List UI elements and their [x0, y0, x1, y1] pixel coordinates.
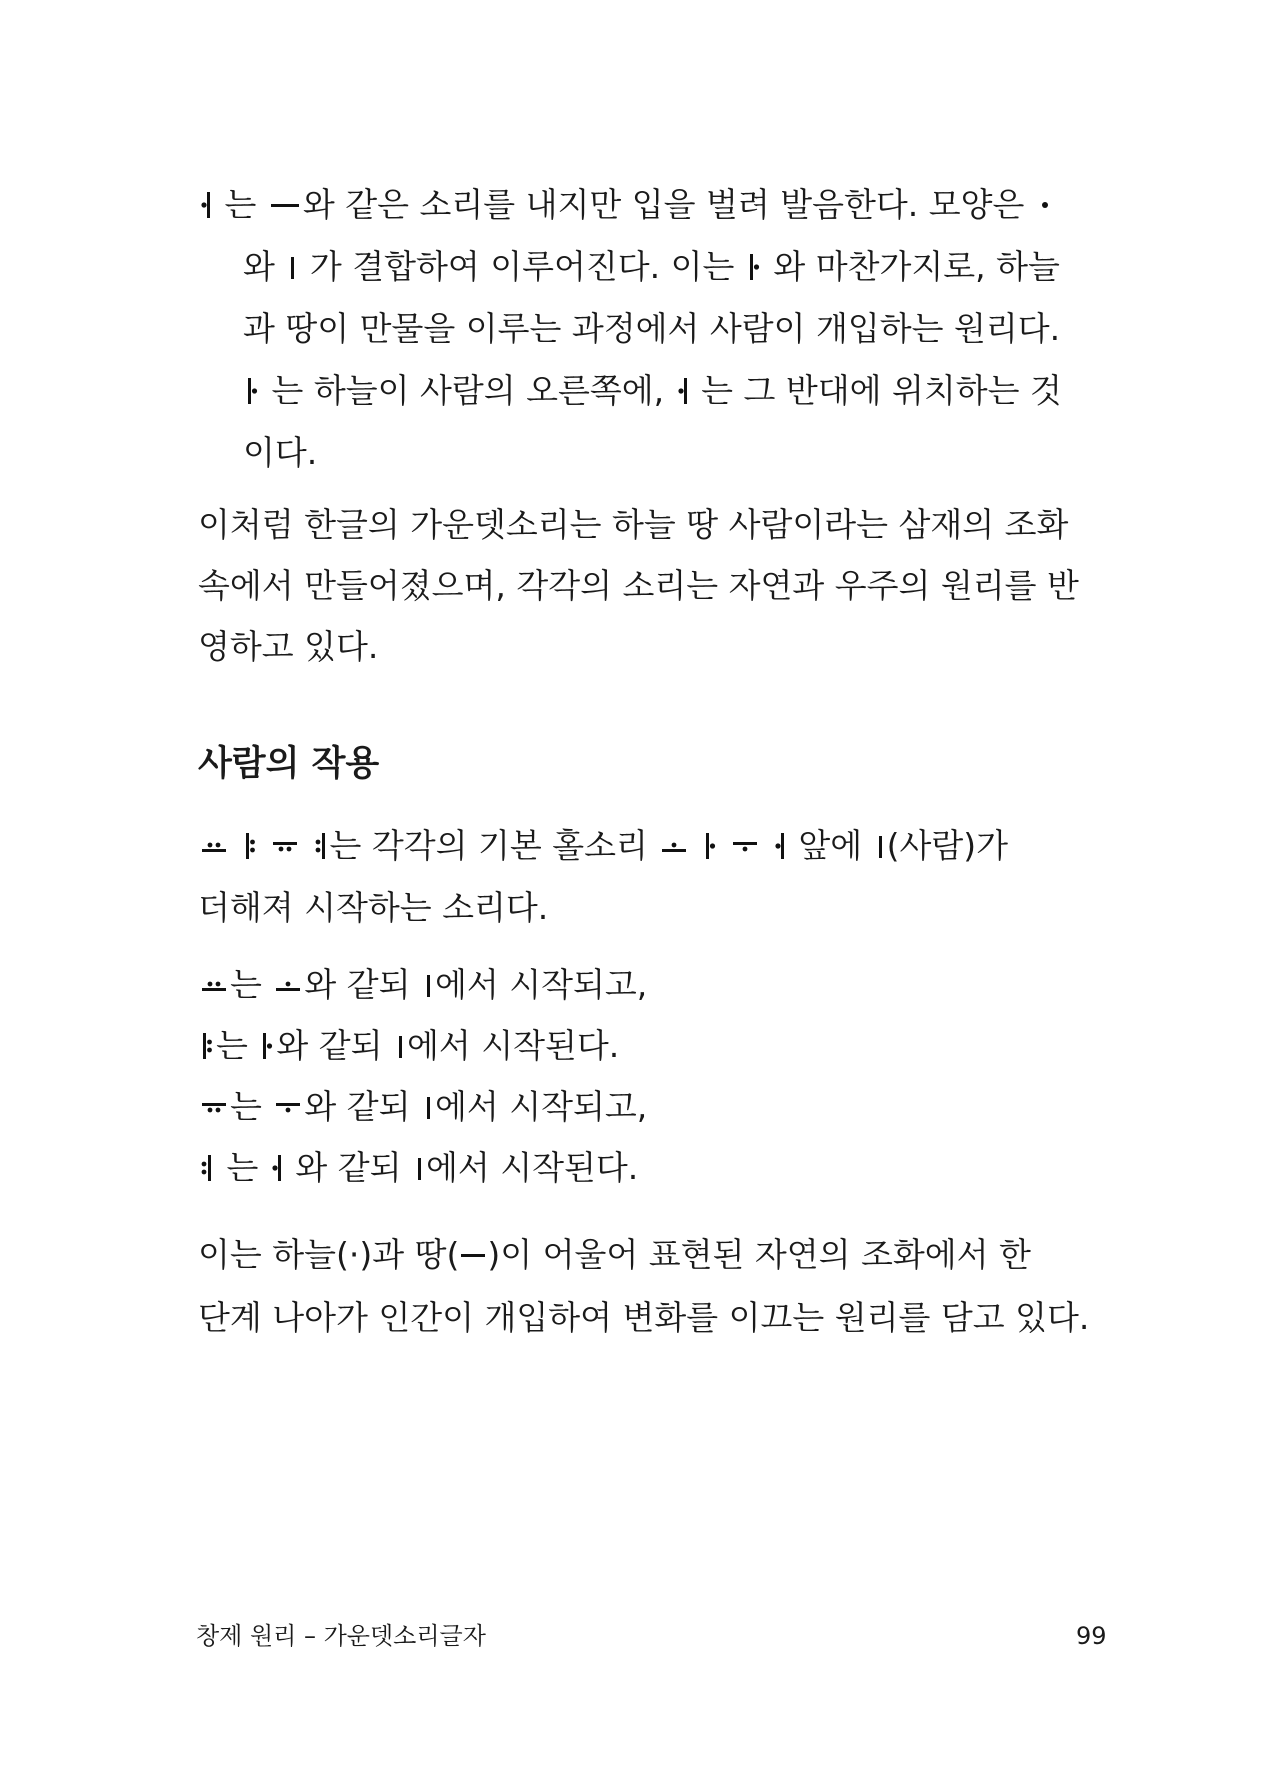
jamo-a-dot-icon [748, 252, 760, 282]
jamo-i-icon [424, 970, 432, 1000]
heaven-dot: · [348, 1235, 360, 1274]
paragraph-1-line-2: 와 가 결합하여 이루어진다. 이는 와 마찬가지로, 하늘 [243, 247, 1060, 286]
jamo-ya-dot-icon [244, 831, 256, 861]
jamo-eo-dot-icon [678, 376, 688, 406]
jamo-i-icon [876, 831, 884, 861]
rule-line-ya: 는 와 같되 에서 시작된다. [198, 1026, 619, 1066]
jamo-arae-a-icon [1038, 190, 1052, 220]
jamo-ya-dot-icon [201, 1031, 213, 1061]
rule-line-yo: 는 와 같되 에서 시작되고, [198, 965, 647, 1005]
paragraph-2-line-1: 이처럼 한글의 가운뎃소리는 하늘 땅 사람이라는 삼재의 조화 [198, 505, 1069, 544]
jamo-eo-dot-icon [272, 1153, 282, 1183]
jamo-i-icon [415, 1153, 423, 1183]
paragraph-2-line-3: 영하고 있다. [198, 627, 379, 666]
jamo-u-dot-icon [732, 831, 758, 861]
jamo-eo-dot-icon [201, 190, 211, 220]
paragraph-1-line-4: 는 하늘이 사람의 오른쪽에, 는 그 반대에 위치하는 것 [243, 371, 1062, 411]
paragraph-1-line-3: 과 땅이 만물을 이루는 과정에서 사람이 개입하는 원리다. [243, 309, 1061, 348]
paragraph-3-line-1: 는 각각의 기본 홀소리 앞에 (사람)가 [198, 826, 1008, 866]
jamo-u-dot-icon [275, 1092, 301, 1122]
paragraph-1-line-1: 는 와 같은 소리를 내지만 입을 벌려 발음한다. 모양은 [198, 185, 1055, 225]
jamo-yo-dot-icon [201, 831, 227, 861]
jamo-eu-icon [270, 190, 300, 220]
jamo-eo-dot-icon [775, 831, 785, 861]
jamo-a-dot-icon [261, 1031, 273, 1061]
rule-line-yu: 는 와 같되 에서 시작되고, [198, 1087, 647, 1127]
paragraph-2-line-2: 속에서 만들어졌으며, 각각의 소리는 자연과 우주의 원리를 반 [198, 566, 1079, 605]
paragraph-3-line-2: 더해져 시작하는 소리다. [198, 888, 549, 927]
paragraph-4-line-2: 단계 나아가 인간이 개입하여 변화를 이끄는 원리를 담고 있다. [198, 1298, 1090, 1337]
jamo-i-icon [288, 252, 296, 282]
jamo-yo-dot-icon [201, 970, 227, 1000]
page-number: 99 [1076, 1622, 1107, 1650]
jamo-yeo-dot-icon [315, 831, 327, 861]
jamo-a-dot-icon [246, 376, 258, 406]
jamo-i-icon [396, 1031, 404, 1061]
jamo-yu-dot-icon [201, 1092, 227, 1122]
jamo-yu-dot-icon [272, 831, 298, 861]
jamo-eu-icon [460, 1240, 486, 1270]
paragraph-4-line-1: 이는 하늘(·)과 땅( )이 어울어 표현된 자연의 조화에서 한 [198, 1235, 1031, 1274]
running-footer-title: 창제 원리 – 가운뎃소리글자 [196, 1622, 486, 1650]
rule-line-yeo: 는 와 같되 에서 시작된다. [198, 1148, 638, 1188]
jamo-i-icon [424, 1092, 432, 1122]
jamo-yeo-dot-icon [201, 1153, 213, 1183]
jamo-o-dot-icon [275, 970, 301, 1000]
jamo-o-dot-icon [661, 831, 687, 861]
paragraph-1-line-5: 이다. [243, 433, 318, 472]
jamo-a-dot-icon [704, 831, 716, 861]
section-heading: 사람의 작용 [198, 744, 380, 784]
